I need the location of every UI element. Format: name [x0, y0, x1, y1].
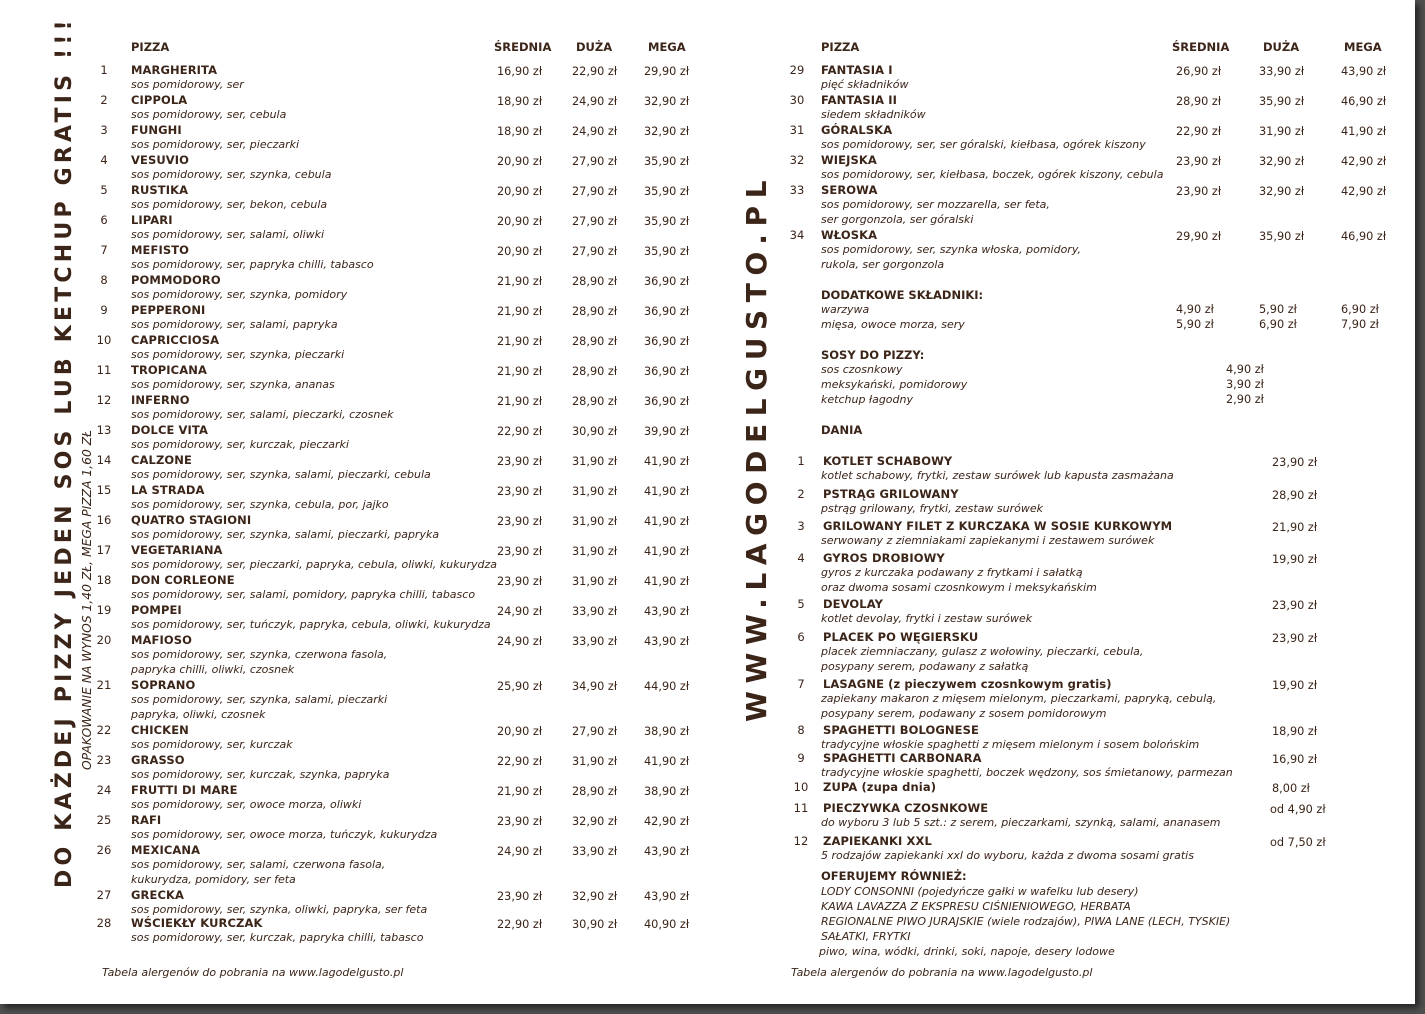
price-mega: 41,90 zł	[644, 515, 690, 528]
pizza-ingredients: sos pomidorowy, ser, kurczak, szynka, papryka	[131, 768, 390, 781]
price-srednia: 22,90 zł	[1176, 125, 1222, 138]
price-mega: 36,90 zł	[644, 275, 690, 288]
pizza-ingredients: sos pomidorowy, ser, salami, papryka	[131, 318, 338, 331]
price-duza: 32,90 zł	[572, 890, 618, 903]
dish-number: 11	[793, 801, 809, 815]
pizza-number: 11	[96, 363, 112, 377]
dish-number: 2	[797, 487, 805, 501]
pizza-name: QUATRO STAGIONI	[131, 513, 252, 527]
pizza-number: 13	[96, 423, 112, 437]
price-mega: 41,90 zł	[644, 485, 690, 498]
pizza-ingredients: sos pomidorowy, ser mozzarella, ser feta,	[821, 198, 1050, 211]
sauce-name: ketchup łagodny	[821, 393, 913, 406]
price-srednia: 26,90 zł	[1176, 65, 1222, 78]
extra-price-srednia: 4,90 zł	[1176, 303, 1214, 316]
dish-description: gyros z kurczaka podawany z frytkami i sałatką	[821, 566, 1083, 579]
dish-name: PLACEK PO WĘGIERSKU	[823, 630, 979, 644]
pizza-name: MEFISTO	[131, 243, 190, 257]
pizza-number: 1	[100, 63, 108, 77]
pizza-number: 20	[96, 633, 112, 647]
pizza-ingredients: sos pomidorowy, ser, salami, pieczarki, czosnek	[131, 408, 394, 421]
price-duza: 31,90 zł	[1259, 125, 1305, 138]
pizza-ingredients: rukola, ser gorgonzola	[821, 258, 945, 271]
pizza-number: 27	[96, 888, 112, 902]
pizza-name: GRECKA	[131, 888, 185, 902]
pizza-ingredients: sos pomidorowy, ser, salami, pomidory, papryka chilli, tabasco	[131, 588, 476, 601]
pizza-name: FUNGHI	[131, 123, 182, 137]
column-header-pizza: PIZZA	[131, 40, 170, 54]
price-duza: 33,90 zł	[1259, 65, 1305, 78]
pizza-ingredients: sos pomidorowy, ser, cebula	[131, 108, 287, 121]
pizza-number: 23	[96, 753, 112, 767]
extra-price-mega: 6,90 zł	[1341, 303, 1379, 316]
pizza-ingredients: sos pomidorowy, ser, szynka włoska, pomidory,	[821, 243, 1081, 256]
offer-line: REGIONALNE PIWO JURAJSKIE (wiele rodzajów), PIWA LANE (LECH, TYSKIE)	[821, 915, 1231, 928]
price-mega: 43,90 zł	[644, 635, 690, 648]
price-duza: 27,90 zł	[572, 725, 618, 738]
pizza-ingredients: sos pomidorowy, ser, szynka, pomidory	[131, 288, 348, 301]
price-srednia: 21,90 zł	[497, 305, 543, 318]
pizza-number: 10	[96, 333, 112, 347]
dish-price: 23,90 zł	[1272, 632, 1318, 645]
price-duza: 35,90 zł	[1259, 230, 1305, 243]
dish-number: 4	[797, 551, 805, 565]
price-srednia: 23,90 zł	[497, 455, 543, 468]
column-header-srednia: ŚREDNIA	[494, 40, 552, 54]
dish-name: KOTLET SCHABOWY	[823, 454, 953, 468]
pizza-name: MAFIOSO	[131, 633, 193, 647]
promo-slogan: DO KAŻDEJ PIZZY JEDEN SOS LUB KETCHUP GRATIS !!!	[52, 16, 77, 888]
price-duza: 27,90 zł	[572, 215, 618, 228]
sauce-name: meksykański, pomidorowy	[821, 378, 968, 391]
dish-price: 18,90 zł	[1272, 725, 1318, 738]
pizza-number: 17	[96, 543, 112, 557]
price-duza: 27,90 zł	[572, 245, 618, 258]
price-mega: 42,90 zł	[644, 815, 690, 828]
pizza-number: 5	[100, 183, 108, 197]
pizza-ingredients: sos pomidorowy, ser, pieczarki	[131, 138, 300, 151]
price-srednia: 28,90 zł	[1176, 95, 1222, 108]
price-duza: 32,90 zł	[1259, 155, 1305, 168]
allergen-note: Tabela alergenów do pobrania na www.lagodelgusto.pl	[102, 966, 404, 979]
price-duza: 27,90 zł	[572, 155, 618, 168]
pizza-name: MEXICANA	[131, 843, 201, 857]
price-duza: 30,90 zł	[572, 425, 618, 438]
pizza-ingredients: papryka chilli, oliwki, czosnek	[131, 663, 295, 676]
pizza-name: TROPICANA	[131, 363, 207, 377]
pizza-number: 24	[96, 783, 112, 797]
dish-number: 6	[797, 630, 805, 644]
pizza-name: SOPRANO	[131, 678, 196, 692]
offer-title: OFERUJEMY RÓWNIEŻ:	[821, 869, 967, 883]
dish-number: 10	[793, 780, 809, 794]
pizza-number: 34	[789, 228, 805, 242]
sauce-price: 3,90 zł	[1226, 378, 1264, 391]
extra-price-srednia: 5,90 zł	[1176, 318, 1214, 331]
price-duza: 31,90 zł	[572, 575, 618, 588]
pizza-name: WŁOSKA	[821, 228, 878, 242]
price-mega: 46,90 zł	[1341, 95, 1387, 108]
extras-title: DODATKOWE SKŁADNIKI:	[821, 288, 984, 302]
price-duza: 35,90 zł	[1259, 95, 1305, 108]
column-header-mega: MEGA	[648, 40, 686, 54]
price-srednia: 22,90 zł	[497, 425, 543, 438]
pizza-name: CIPPOLA	[131, 93, 188, 107]
price-mega: 46,90 zł	[1341, 230, 1387, 243]
pizza-number: 28	[96, 916, 112, 930]
pizza-number: 16	[96, 513, 112, 527]
pizza-name: CAPRICCIOSA	[131, 333, 220, 347]
price-duza: 31,90 zł	[572, 515, 618, 528]
price-srednia: 18,90 zł	[497, 125, 543, 138]
pizza-ingredients: sos pomidorowy, ser, szynka, cebula	[131, 168, 332, 181]
pizza-ingredients: sos pomidorowy, ser, szynka, salami, pieczarki	[131, 693, 388, 706]
price-srednia: 24,90 zł	[497, 605, 543, 618]
price-srednia: 23,90 zł	[497, 545, 543, 558]
pizza-ingredients: sos pomidorowy, ser, szynka, oliwki, papryka, ser feta	[131, 903, 428, 916]
price-duza: 32,90 zł	[572, 815, 618, 828]
price-mega: 43,90 zł	[1341, 65, 1387, 78]
pizza-number: 19	[96, 603, 112, 617]
price-mega: 29,90 zł	[644, 65, 690, 78]
pizza-ingredients: sos pomidorowy, ser, salami, oliwki	[131, 228, 325, 241]
price-srednia: 18,90 zł	[497, 95, 543, 108]
pizza-number: 3	[100, 123, 108, 137]
pizza-name: GÓRALSKA	[821, 123, 893, 137]
price-mega: 40,90 zł	[644, 918, 690, 931]
price-srednia: 25,90 zł	[497, 680, 543, 693]
dish-description: serwowany z ziemniakami zapiekanymi i zestawem surówek	[821, 534, 1155, 547]
price-duza: 27,90 zł	[572, 185, 618, 198]
dish-name: DEVOLAY	[823, 597, 884, 611]
price-mega: 32,90 zł	[644, 95, 690, 108]
pizza-name: INFERNO	[131, 393, 190, 407]
price-srednia: 20,90 zł	[497, 155, 543, 168]
price-srednia: 20,90 zł	[497, 245, 543, 258]
price-mega: 41,90 zł	[644, 575, 690, 588]
price-duza: 24,90 zł	[572, 95, 618, 108]
price-mega: 41,90 zł	[644, 755, 690, 768]
dish-description: posypany serem, podawany z sosem pomidorowym	[821, 707, 1107, 720]
pizza-number: 22	[96, 723, 112, 737]
price-srednia: 22,90 zł	[497, 755, 543, 768]
price-duza: 28,90 zł	[572, 275, 618, 288]
price-srednia: 20,90 zł	[497, 725, 543, 738]
dish-description: kotlet devolay, frytki i zestaw surówek	[821, 612, 1033, 625]
price-srednia: 21,90 zł	[497, 275, 543, 288]
dish-price: 19,90 zł	[1272, 553, 1318, 566]
sauce-name: sos czosnkowy	[821, 363, 903, 376]
dish-name: GYROS DROBIOWY	[823, 551, 945, 565]
column-header-mega: MEGA	[1344, 40, 1382, 54]
price-duza: 33,90 zł	[572, 845, 618, 858]
dish-number: 9	[797, 751, 805, 765]
dish-number: 3	[797, 519, 805, 533]
offer-line: LODY CONSONNI (pojedyńcze gałki w wafelku lub desery)	[821, 885, 1139, 898]
price-mega: 41,90 zł	[644, 455, 690, 468]
price-mega: 32,90 zł	[644, 125, 690, 138]
dish-description: tradycyjne włoskie spaghetti, boczek wędzony, sos śmietanowy, parmezan	[821, 766, 1233, 779]
pizza-number: 14	[96, 453, 112, 467]
extra-name: mięsa, owoce morza, sery	[821, 318, 965, 331]
extra-price-duza: 5,90 zł	[1259, 303, 1297, 316]
dish-description: placek ziemniaczany, gulasz z wołowiny, pieczarki, cebula,	[821, 645, 1144, 658]
pizza-ingredients: sos pomidorowy, ser, papryka chilli, tabasco	[131, 258, 374, 271]
price-mega: 35,90 zł	[644, 185, 690, 198]
dish-description: tradycyjne włoskie spaghetti z mięsem mielonym i sosem bolońskim	[821, 738, 1200, 751]
price-mega: 35,90 zł	[644, 215, 690, 228]
dish-price: 8,00 zł	[1272, 782, 1310, 795]
dish-description: do wyboru 3 lub 5 szt.: z serem, pieczarkami, szynką, salami, ananasem	[821, 816, 1221, 829]
pizza-number: 29	[789, 63, 805, 77]
price-mega: 35,90 zł	[644, 245, 690, 258]
pizza-ingredients: sos pomidorowy, ser, szynka, ananas	[131, 378, 335, 391]
pizza-name: LIPARI	[131, 213, 173, 227]
pizza-name: GRASSO	[131, 753, 185, 767]
pizza-name: CHICKEN	[131, 723, 189, 737]
dish-number: 8	[797, 723, 805, 737]
price-duza: 31,90 zł	[572, 485, 618, 498]
pizza-ingredients: papryka, oliwki, czosnek	[131, 708, 266, 721]
pizza-ingredients: sos pomidorowy, ser, kurczak	[131, 738, 293, 751]
dish-name: GRILOWANY FILET Z KURCZAKA W SOSIE KURKOWYM	[823, 519, 1173, 533]
offer-line: KAWA LAVAZZA Z EKSPRESU CIŚNIENIOWEGO, HERBATA	[821, 900, 1131, 913]
price-duza: 32,90 zł	[1259, 185, 1305, 198]
pizza-ingredients: sos pomidorowy, ser, kurczak, pieczarki	[131, 438, 349, 451]
price-mega: 36,90 zł	[644, 365, 690, 378]
pizza-ingredients: sos pomidorowy, ser, szynka, salami, pieczarki, papryka	[131, 528, 440, 541]
pizza-name: DON CORLEONE	[131, 573, 235, 587]
price-duza: 30,90 zł	[572, 918, 618, 931]
sauce-price: 2,90 zł	[1226, 393, 1264, 406]
price-srednia: 16,90 zł	[497, 65, 543, 78]
pizza-number: 2	[100, 93, 108, 107]
pizza-number: 6	[100, 213, 108, 227]
price-duza: 24,90 zł	[572, 125, 618, 138]
pizza-number: 31	[789, 123, 805, 137]
price-mega: 35,90 zł	[644, 155, 690, 168]
column-header-duza: DUŻA	[576, 40, 613, 54]
price-mega: 41,90 zł	[1341, 125, 1387, 138]
pizza-ingredients: sos pomidorowy, ser, ser góralski, kiełbasa, ogórek kiszony	[821, 138, 1146, 151]
pizza-name: FRUTTI DI MARE	[131, 783, 238, 797]
sauces-title: SOSY DO PIZZY:	[821, 348, 925, 362]
price-srednia: 20,90 zł	[497, 215, 543, 228]
price-mega: 36,90 zł	[644, 305, 690, 318]
price-duza: 33,90 zł	[572, 605, 618, 618]
allergen-note: Tabela alergenów do pobrania na www.lagodelgusto.pl	[791, 966, 1093, 979]
price-srednia: 21,90 zł	[497, 365, 543, 378]
pizza-ingredients: sos pomidorowy, ser, owoce morza, oliwki	[131, 798, 362, 811]
pizza-number: 26	[96, 843, 112, 857]
column-header-duza: DUŻA	[1263, 40, 1300, 54]
price-duza: 34,90 zł	[572, 680, 618, 693]
dish-price: 28,90 zł	[1272, 489, 1318, 502]
price-srednia: 22,90 zł	[497, 918, 543, 931]
dish-description: kotlet schabowy, frytki, zestaw surówek lub kapusta zasmażana	[821, 469, 1174, 482]
price-mega: 36,90 zł	[644, 395, 690, 408]
dish-description: oraz dwoma sosami czosnkowym i meksykańskim	[821, 581, 1097, 594]
pizza-ingredients: siedem składników	[821, 108, 926, 121]
pizza-name: VEGETARIANA	[131, 543, 223, 557]
pizza-name: LA STRADA	[131, 483, 205, 497]
pizza-number: 32	[789, 153, 805, 167]
dish-description: pstrąg grilowany, frytki, zestaw surówek	[821, 502, 1044, 515]
dish-price: 16,90 zł	[1272, 753, 1318, 766]
pizza-name: POMPEI	[131, 603, 182, 617]
pizza-name: POMMODORO	[131, 273, 221, 287]
dish-number: 12	[793, 834, 809, 848]
dish-name: PSTRĄG GRILOWANY	[823, 487, 959, 501]
price-srednia: 29,90 zł	[1176, 230, 1222, 243]
dish-name: SPAGHETTI CARBONARA	[823, 751, 982, 765]
dish-description: 5 rodzajów zapiekanki xxl do wyboru, każda z dwoma sosami gratis	[821, 849, 1194, 862]
price-srednia: 23,90 zł	[1176, 155, 1222, 168]
price-srednia: 21,90 zł	[497, 395, 543, 408]
offer-line: SAŁATKI, FRYTKI	[821, 930, 911, 943]
price-srednia: 23,90 zł	[497, 575, 543, 588]
price-srednia: 23,90 zł	[497, 890, 543, 903]
dish-price: 23,90 zł	[1272, 599, 1318, 612]
extra-price-duza: 6,90 zł	[1259, 318, 1297, 331]
price-duza: 33,90 zł	[572, 635, 618, 648]
pizza-number: 15	[96, 483, 112, 497]
dishes-title: DANIA	[821, 423, 863, 437]
extra-name: warzywa	[821, 303, 870, 316]
pizza-ingredients: sos pomidorowy, ser, szynka, salami, pieczarki, cebula	[131, 468, 431, 481]
dish-name: ZUPA (zupa dnia)	[823, 780, 937, 794]
price-srednia: 21,90 zł	[497, 335, 543, 348]
price-duza: 28,90 zł	[572, 335, 618, 348]
pizza-name: RAFI	[131, 813, 162, 827]
price-mega: 43,90 zł	[644, 890, 690, 903]
price-mega: 39,90 zł	[644, 425, 690, 438]
price-mega: 43,90 zł	[644, 605, 690, 618]
dish-name: SPAGHETTI BOLOGNESE	[823, 723, 979, 737]
pizza-ingredients: pięć składników	[821, 78, 909, 91]
price-duza: 28,90 zł	[572, 395, 618, 408]
price-mega: 43,90 zł	[644, 845, 690, 858]
pizza-ingredients: sos pomidorowy, ser, owoce morza, tuńczyk, kukurydza	[131, 828, 438, 841]
price-mega: 42,90 zł	[1341, 155, 1387, 168]
column-header-srednia: ŚREDNIA	[1172, 40, 1230, 54]
price-duza: 28,90 zł	[572, 365, 618, 378]
pizza-ingredients: sos pomidorowy, ser, kiełbasa, boczek, ogórek kiszony, cebula	[821, 168, 1164, 181]
pizza-name: WŚCIEKŁY KURCZAK	[131, 916, 263, 930]
pizza-name: RUSTIKA	[131, 183, 189, 197]
pizza-ingredients: sos pomidorowy, ser, pieczarki, papryka, cebula, oliwki, kukurydza	[131, 558, 497, 571]
pizza-number: 8	[100, 273, 108, 287]
pizza-ingredients: sos pomidorowy, ser, bekon, cebula	[131, 198, 328, 211]
pizza-ingredients: sos pomidorowy, ser, szynka, pieczarki	[131, 348, 345, 361]
dish-price: od 4,90 zł	[1270, 803, 1326, 816]
price-srednia: 23,90 zł	[497, 485, 543, 498]
pizza-name: DOLCE VITA	[131, 423, 208, 437]
price-mega: 38,90 zł	[644, 785, 690, 798]
price-duza: 28,90 zł	[572, 785, 618, 798]
dish-name: LASAGNE (z pieczywem czosnkowym gratis)	[823, 677, 1112, 691]
pizza-number: 9	[100, 303, 108, 317]
price-duza: 31,90 zł	[572, 755, 618, 768]
pizza-number: 18	[96, 573, 112, 587]
pizza-ingredients: ser gorgonzola, ser góralski	[821, 213, 974, 226]
price-duza: 31,90 zł	[572, 545, 618, 558]
pizza-number: 25	[96, 813, 112, 827]
pizza-name: CALZONE	[131, 453, 192, 467]
price-srednia: 21,90 zł	[497, 785, 543, 798]
pizza-name: PEPPERONI	[131, 303, 206, 317]
price-srednia: 24,90 zł	[497, 635, 543, 648]
pizza-number: 7	[100, 243, 108, 257]
pizza-name: SEROWA	[821, 183, 878, 197]
dish-name: PIECZYWKA CZOSNKOWE	[823, 801, 989, 815]
price-srednia: 23,90 zł	[497, 515, 543, 528]
dish-price: 19,90 zł	[1272, 679, 1318, 692]
price-mega: 42,90 zł	[1341, 185, 1387, 198]
pizza-ingredients: sos pomidorowy, ser, szynka, czerwona fasola,	[131, 648, 388, 661]
price-srednia: 23,90 zł	[1176, 185, 1222, 198]
dish-number: 1	[797, 454, 805, 468]
dish-name: ZAPIEKANKI XXL	[823, 834, 932, 848]
pizza-number: 30	[789, 93, 805, 107]
pizza-name: WIEJSKA	[821, 153, 877, 167]
pizza-number: 4	[100, 153, 108, 167]
pizza-ingredients: sos pomidorowy, ser, kurczak, papryka chilli, tabasco	[131, 931, 424, 944]
price-srednia: 23,90 zł	[497, 815, 543, 828]
pizza-ingredients: kukurydza, pomidory, ser feta	[131, 873, 296, 886]
dish-number: 7	[797, 677, 805, 691]
column-header-pizza: PIZZA	[821, 40, 860, 54]
pizza-name: VESUVIO	[131, 153, 190, 167]
price-srednia: 24,90 zł	[497, 845, 543, 858]
dish-number: 5	[797, 597, 805, 611]
price-mega: 44,90 zł	[644, 680, 690, 693]
pizza-ingredients: sos pomidorowy, ser, tuńczyk, papryka, cebula, oliwki, kukurydza	[131, 618, 491, 631]
dish-price: 23,90 zł	[1272, 456, 1318, 469]
dish-description: posypany serem, podawany z sałatką	[821, 660, 1029, 673]
dish-price: od 7,50 zł	[1270, 836, 1326, 849]
price-mega: 41,90 zł	[644, 545, 690, 558]
price-duza: 31,90 zł	[572, 455, 618, 468]
pizza-name: FANTASIA I	[821, 63, 893, 77]
price-mega: 36,90 zł	[644, 335, 690, 348]
price-duza: 28,90 zł	[572, 305, 618, 318]
offer-line: piwo, wina, wódki, drinki, soki, napoje, desery lodowe	[819, 945, 1115, 958]
price-duza: 22,90 zł	[572, 65, 618, 78]
price-srednia: 20,90 zł	[497, 185, 543, 198]
extra-price-mega: 7,90 zł	[1341, 318, 1379, 331]
dish-price: 21,90 zł	[1272, 521, 1318, 534]
pizza-ingredients: sos pomidorowy, ser, szynka, cebula, por, jajko	[131, 498, 389, 511]
dish-description: zapiekany makaron z mięsem mielonym, pieczarkami, papryką, cebulą,	[821, 692, 1217, 705]
sauce-price: 4,90 zł	[1226, 363, 1264, 376]
pizza-number: 12	[96, 393, 112, 407]
website-banner: WWW.LAGODELGUSTO.PL	[740, 172, 773, 722]
pizza-ingredients: sos pomidorowy, ser	[131, 78, 244, 91]
price-mega: 38,90 zł	[644, 725, 690, 738]
packaging-note: OPAKOWANIE NA WYNOS 1,40 ZŁ, MEGA PIZZA 1,60 ZŁ	[80, 429, 94, 770]
pizza-name: FANTASIA II	[821, 93, 898, 107]
pizza-number: 33	[789, 183, 805, 197]
pizza-name: MARGHERITA	[131, 63, 218, 77]
pizza-ingredients: sos pomidorowy, ser, salami, czerwona fasola,	[131, 858, 386, 871]
pizza-number: 21	[96, 678, 112, 692]
